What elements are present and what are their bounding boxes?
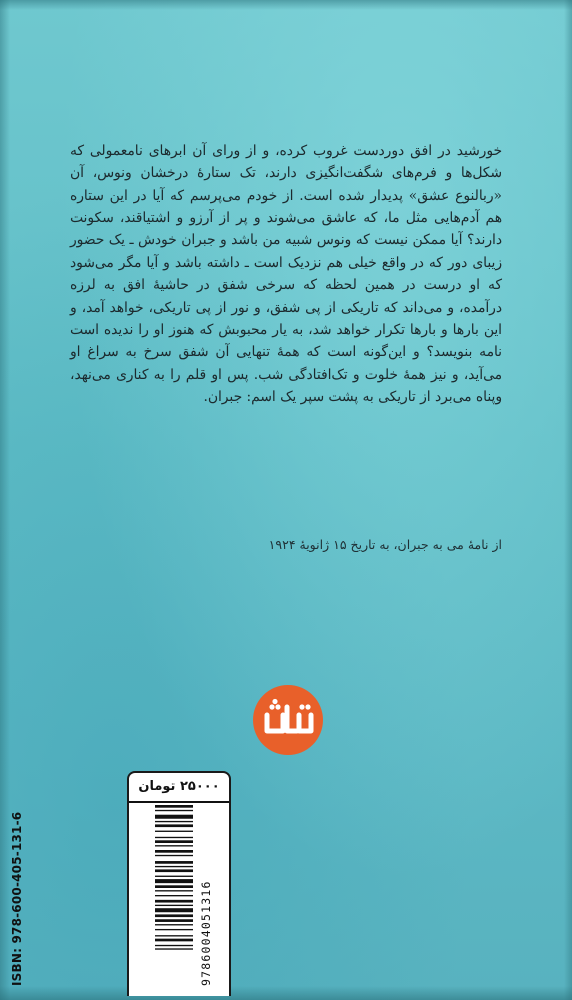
cover-edge-shadow bbox=[564, 0, 572, 1000]
barcode-bar bbox=[155, 948, 193, 949]
barcode-bar bbox=[155, 876, 193, 877]
barcode-bar bbox=[155, 805, 193, 808]
publisher-logo bbox=[253, 685, 323, 755]
barcode-bar bbox=[155, 837, 193, 838]
barcode-bar bbox=[155, 845, 193, 846]
price-label: ۲۵۰۰۰ تومان bbox=[138, 779, 220, 794]
barcode-bar bbox=[155, 929, 193, 930]
barcode-bar bbox=[155, 939, 193, 942]
cover-edge-shadow bbox=[0, 0, 10, 1000]
barcode-bar bbox=[155, 919, 193, 922]
barcode-bar bbox=[155, 866, 193, 867]
barcode-bar bbox=[155, 861, 193, 864]
barcode-bar bbox=[155, 890, 193, 891]
barcode-bar bbox=[155, 924, 193, 925]
barcode-bar bbox=[155, 831, 193, 832]
barcode-bar bbox=[155, 821, 193, 822]
barcode-bar bbox=[155, 908, 193, 912]
barcode-bar bbox=[155, 945, 193, 946]
barcode-bar bbox=[155, 905, 193, 906]
barcode-bar bbox=[155, 885, 193, 888]
barcode-bar bbox=[155, 914, 193, 917]
barcode-bar bbox=[155, 840, 193, 843]
letter-excerpt: خورشید در افق دوردست غروب کرده، و از ورای آن ابرهای نامعمولی که شکل‌ها و فرم‌های شگفت‌انگیزی دارند، تک ستارهٔ درخشان ونوس، آن «ربالنوع عشق» پدیدار شده است. از خودم می‌پرسم که آیا در این ستاره هم آدم‌هایی مثل ما، که عاشق می‌شوند و پر از آرزو و اشتیاقند، سکونت دارند؟ آیا ممکن نیست که ونوس شبیه من باشد و جبران خودش ـ یک حضور زیبای دور که در واقع خیلی هم نزدیک است ـ داشته باشد و آیا مگر می‌شود که او درست در همین لحظه که سرخی شفق در حاشیهٔ افق به لرزه درآمده، و می‌داند که تاریکی از پی شفق، و نور از پی تاریکی، خواهد آمد، و این بارها و بارها تکرار خواهد شد، به یار محبوبش که هنوز او را ندیده است نامه بنویسد؟ و این‌گونه است که همهٔ تنهایی آن شفق سرخ به سراغ او می‌آید، و نیز همهٔ خلوت و تک‌افتادگی شب. پس او قلم را به کناری می‌نهد، وپناه می‌برد از تاریکی به پشت سپر یک اسم: جبران. bbox=[70, 142, 502, 406]
cover-edge-shadow bbox=[0, 0, 572, 10]
excerpt-citation: از نامهٔ می به جبران، به تاریخ ۱۵ ژانویهٔ ۱۹۲۴ bbox=[268, 537, 502, 552]
barcode-digits: 9786004051316 bbox=[199, 880, 213, 986]
barcode-bar bbox=[155, 879, 193, 883]
barcode-bar bbox=[155, 895, 193, 896]
barcode-bar bbox=[155, 900, 193, 903]
barcode-bar bbox=[155, 850, 193, 853]
barcode bbox=[155, 803, 193, 983]
barcode-bar bbox=[155, 869, 193, 872]
cover-edge-shadow bbox=[0, 986, 572, 1000]
isbn-label: ISBN: 978-600-405-131-6 bbox=[10, 811, 24, 986]
sales-logo-icon bbox=[253, 685, 323, 755]
barcode-bar bbox=[155, 935, 193, 936]
barcode-bar bbox=[155, 824, 193, 827]
barcode-bar bbox=[155, 855, 193, 856]
barcode-bar bbox=[155, 810, 193, 811]
barcode-bar bbox=[155, 815, 193, 819]
